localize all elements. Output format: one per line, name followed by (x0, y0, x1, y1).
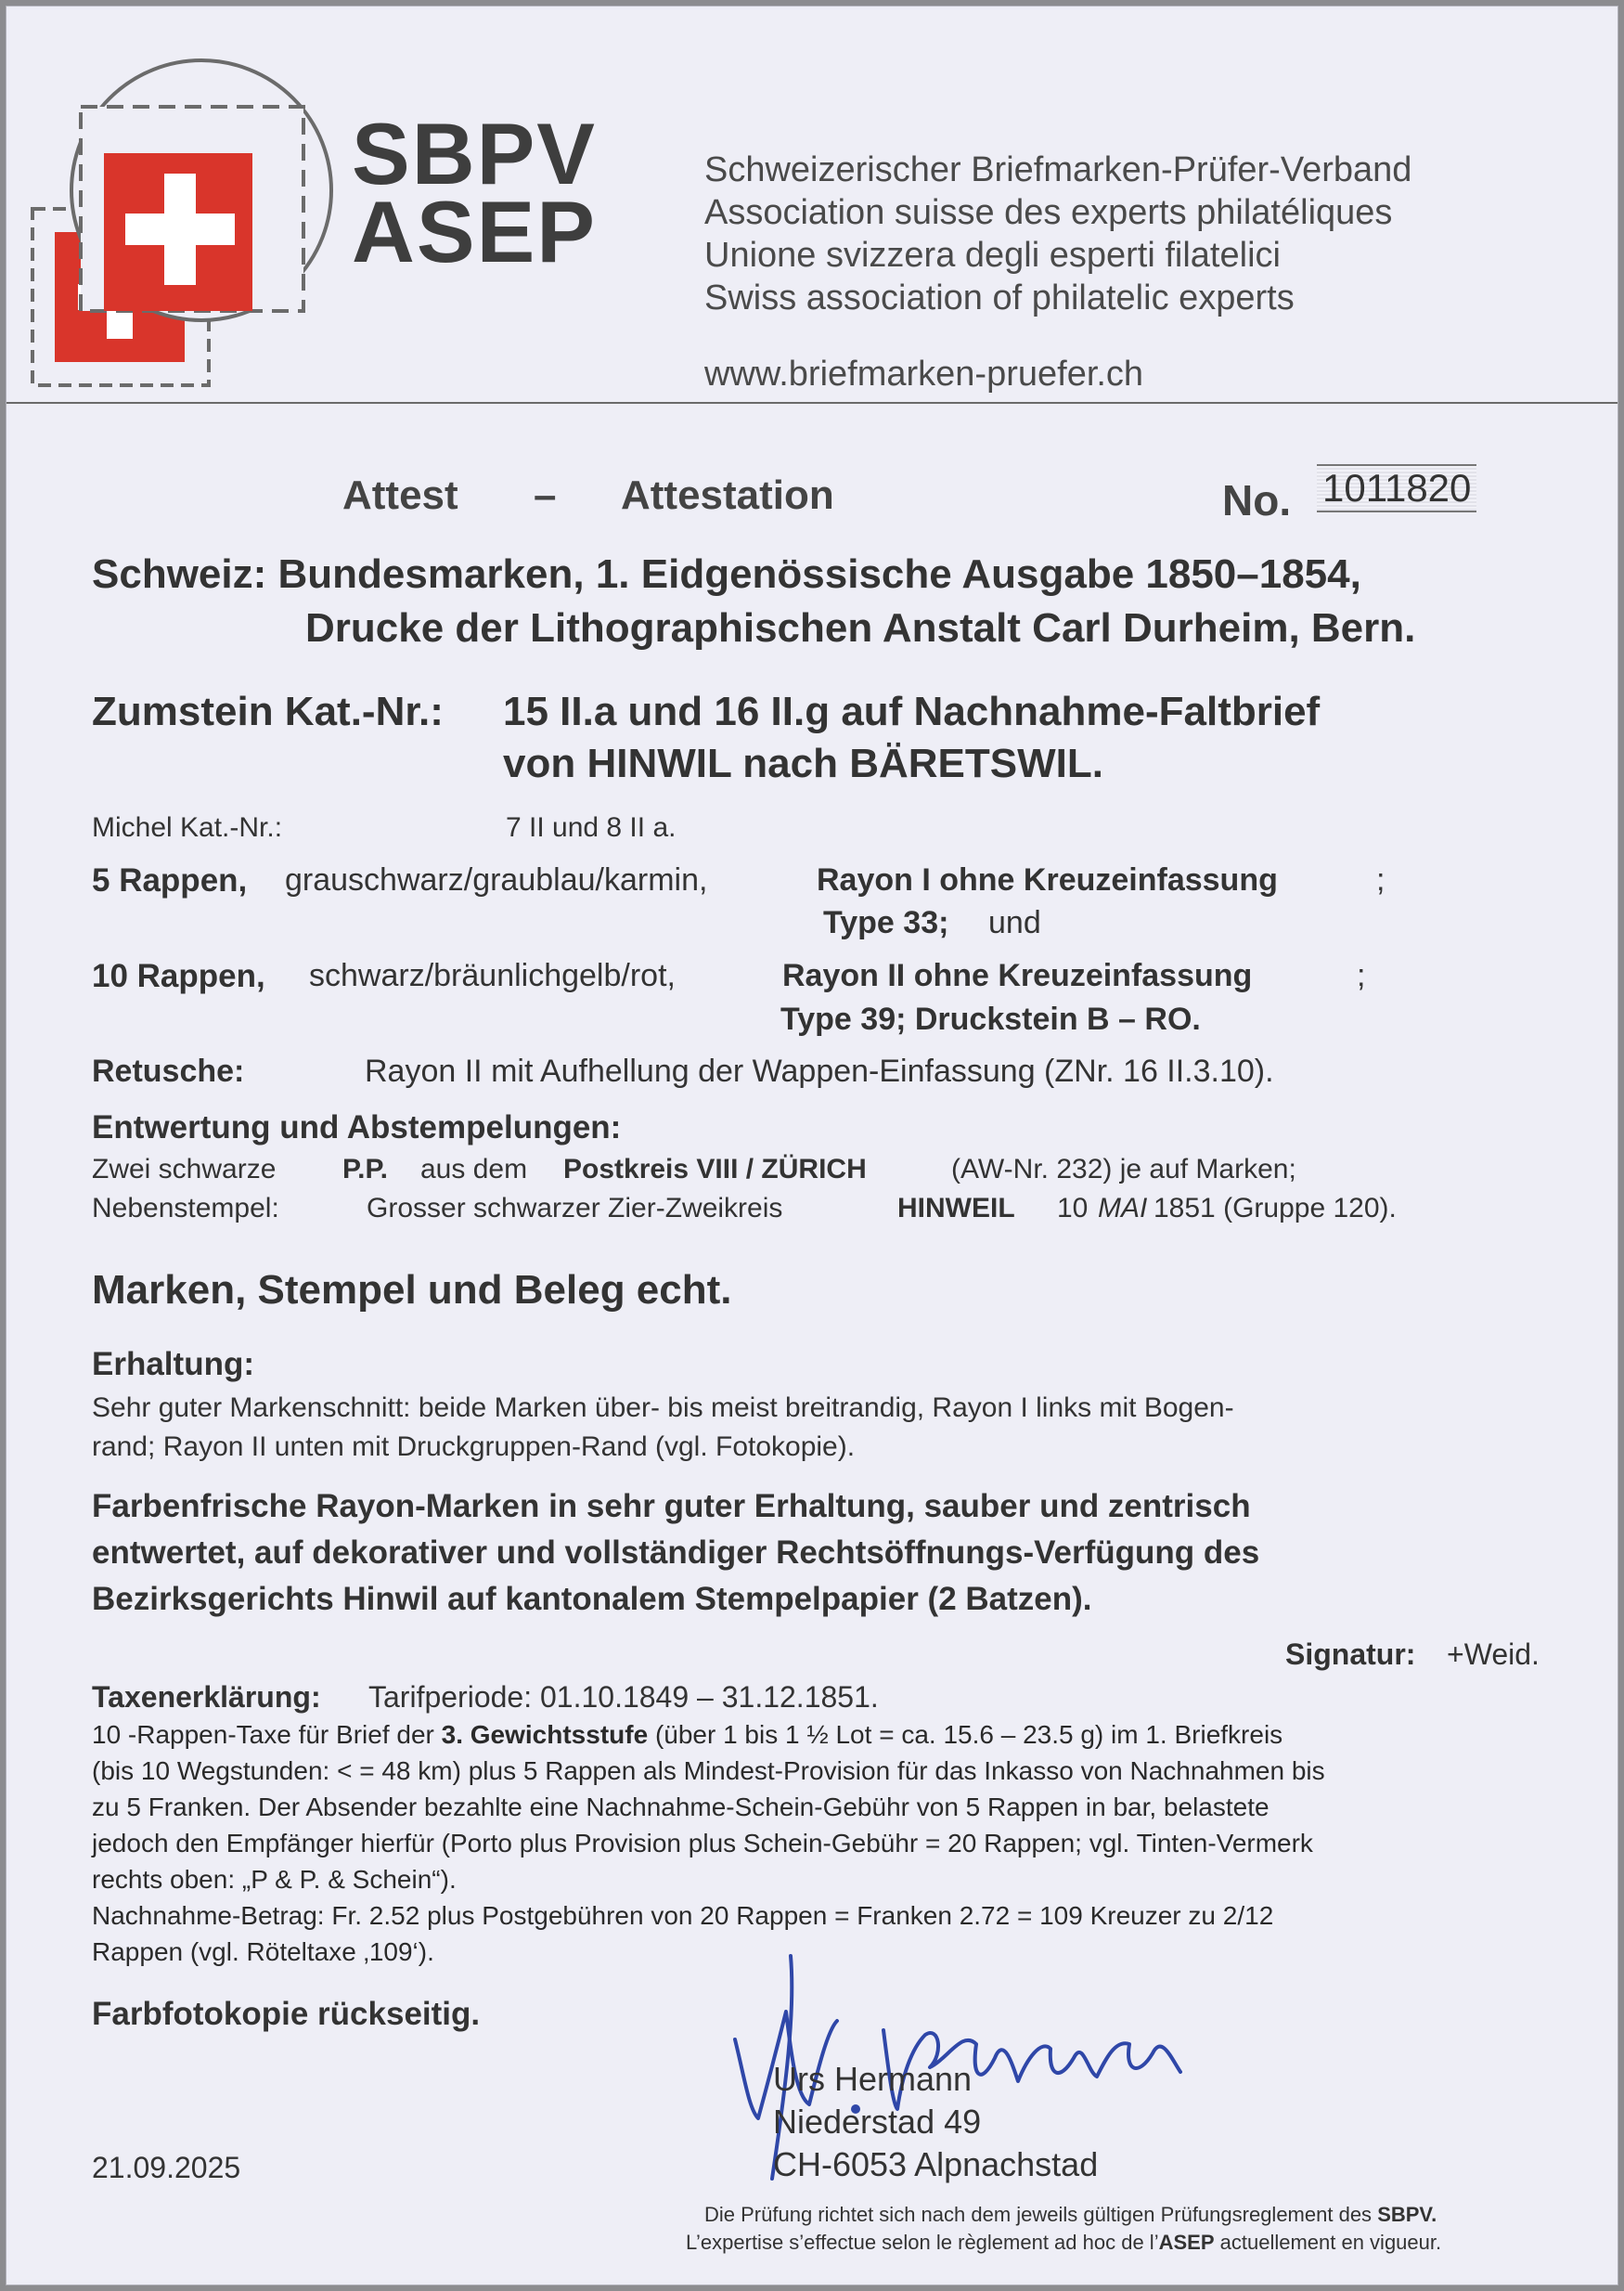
entwertung-c: aus dem (420, 1154, 528, 1184)
entwertung-a: Zwei schwarze (92, 1154, 277, 1184)
stamp2-denomination: 10 Rappen, (92, 958, 265, 994)
footer-line-2-c: actuellement en vigueur. (1219, 2231, 1442, 2254)
taxe-line-2: (bis 10 Wegstunden: < = 48 km) plus 5 Rappen als Mindest-Provision für das Inkasso von Nachnahmen bis (92, 1756, 1325, 1785)
stamp2-rayon-semicolon: ; (1357, 958, 1366, 993)
org-name-en: Swiss association of philatelic experts (704, 278, 1295, 317)
org-name-fr: Association suisse des experts philatéliques (704, 193, 1393, 232)
stamp2-colors: schwarz/bräunlichgelb/rot, (309, 958, 676, 993)
header-divider (6, 402, 1618, 404)
expert-name: Urs Hermann (773, 2060, 973, 2098)
taxe-line-1-a: 10 -Rappen-Taxe für Brief der (92, 1720, 434, 1749)
nebenstempel-town: HINWEIL (897, 1193, 1015, 1223)
footer-line-1-b: SBPV. (1377, 2203, 1437, 2226)
zumstein-value-1: 15 II.a und 16 II.g auf Nachnahme-Faltbrief (503, 689, 1321, 734)
asep-abbreviation: ASEP (352, 183, 597, 280)
entwertung-postkreis: Postkreis VIII / ZÜRICH (563, 1154, 867, 1184)
sbpv-logo-emblem (25, 51, 341, 395)
certificate-no-label: No. (1222, 476, 1292, 524)
erhaltung-bold-3: Bezirksgerichts Hinwil auf kantonalem Stempelpapier (2 Batzen). (92, 1581, 1092, 1617)
title-dash: – (534, 472, 557, 518)
taxe-period: Tarifperiode: 01.10.1849 – 31.12.1851. (368, 1680, 879, 1714)
title-attestation: Attestation (621, 472, 834, 518)
website-link[interactable]: www.briefmarken-pruefer.ch (704, 355, 1144, 394)
footer-line-1 (704, 2203, 1437, 2227)
nebenstempel-a: Grosser schwarzer Zier-Zweikreis (367, 1193, 783, 1223)
nebenstempel-day: 10 (1057, 1193, 1089, 1223)
erhaltung-line-1: Sehr guter Markenschnitt: beide Marken über- bis meist breitrandig, Rayon I links mit Bogen- (92, 1392, 1234, 1423)
entwertung-title: Entwertung und Abstempelungen: (92, 1109, 622, 1146)
issue-date: 21.09.2025 (92, 2151, 241, 2184)
fotokopie-note: Farbfotokopie rückseitig. (92, 1996, 481, 2032)
stamp1-rayon-semicolon: ; (1376, 862, 1386, 898)
zumstein-label: Zumstein Kat.-Nr.: (92, 689, 444, 734)
expert-city: CH-6053 Alpnachstad (773, 2145, 1099, 2183)
erhaltung-title: Erhaltung: (92, 1346, 254, 1382)
org-name-it: Unione svizzera degli esperti filatelici (704, 236, 1281, 275)
nebenstempel-e: 1851 (Gruppe 120). (1154, 1193, 1397, 1223)
erhaltung-bold-2: entwertet, auf dekorativer und vollständiger Rechtsöffnungs-Verfügung des (92, 1534, 1260, 1571)
stamp1-und: und (988, 905, 1041, 940)
subject-line-1: Schweiz: Bundesmarken, 1. Eidgenössische Ausgabe 1850–1854, (92, 551, 1361, 597)
taxe-line-6: Nachnahme-Betrag: Fr. 2.52 plus Postgebühren von 20 Rappen = Franken 2.72 = 109 Kreuzer zu 2/12 (92, 1901, 1274, 1930)
footer-line-2 (686, 2231, 1441, 2255)
signatur-value: +Weid. (1447, 1637, 1540, 1671)
stamp1-rayon: Rayon I ohne Kreuzeinfassung (817, 862, 1278, 898)
subject-line-2: Drucke der Lithographischen Anstalt Carl Durheim, Bern. (305, 605, 1416, 651)
footer-line-2-b: ASEP (1158, 2231, 1215, 2254)
sbpv-abbreviation: SBPV (352, 105, 597, 202)
stamp1-denomination: 5 Rappen, (92, 862, 248, 899)
taxe-label: Taxenerklärung: (92, 1680, 321, 1714)
certificate-sheet (6, 6, 1618, 2285)
nebenstempel-label: Nebenstempel: (92, 1193, 279, 1223)
taxe-line-4: jedoch den Empfänger hierfür (Porto plus Provision plus Schein-Gebühr = 20 Rappen; vgl. Tinten-Vermerk (92, 1829, 1313, 1857)
zumstein-value-2: von HINWIL nach BÄRETSWIL. (503, 741, 1103, 786)
footer-line-1-a: Die Prüfung richtet sich nach dem jeweils gültigen Prüfungsreglement des (704, 2203, 1373, 2226)
taxe-line-1 (92, 1720, 1282, 1750)
taxe-line-1-c: (über 1 bis 1 ½ Lot = ca. 15.6 – 23.5 g) im 1. Briefkreis (654, 1720, 1283, 1749)
entwertung-pp: P.P. (342, 1154, 388, 1184)
verdict: Marken, Stempel und Beleg echt. (92, 1267, 732, 1313)
entwertung-e: (AW-Nr. 232) je auf Marken; (951, 1154, 1296, 1184)
michel-value: 7 II und 8 II a. (506, 812, 677, 843)
taxe-line-5: rechts oben: „P & P. & Schein“). (92, 1865, 457, 1894)
title-attest: Attest (342, 472, 458, 518)
certificate-number: 1011820 (1317, 464, 1476, 512)
signatur-label: Signatur: (1285, 1637, 1416, 1671)
stamp2-type: Type 39; Druckstein B – RO. (780, 1002, 1201, 1037)
org-name-de: Schweizerischer Briefmarken-Prüfer-Verband (704, 150, 1412, 189)
nebenstempel-month: MAI (1098, 1193, 1148, 1223)
stamp2-rayon: Rayon II ohne Kreuzeinfassung (782, 958, 1253, 993)
erhaltung-bold-1: Farbenfrische Rayon-Marken in sehr guter Erhaltung, sauber und zentrisch (92, 1488, 1251, 1524)
taxe-line-7: Rappen (vgl. Röteltaxe ‚109‘). (92, 1937, 434, 1966)
michel-label: Michel Kat.-Nr.: (92, 812, 283, 843)
taxe-line-1-b: 3. Gewichtsstufe (441, 1720, 649, 1749)
retusche-label: Retusche: (92, 1054, 245, 1089)
stamp1-colors: grauschwarz/graublau/karmin, (285, 862, 708, 898)
stamp1-type: Type 33; (823, 905, 949, 940)
erhaltung-line-2: rand; Rayon II unten mit Druckgruppen-Rand (vgl. Fotokopie). (92, 1431, 856, 1462)
large-stamp-icon (71, 60, 331, 320)
expert-street: Niederstad 49 (773, 2103, 982, 2141)
footer-line-2-a: L’expertise s’effectue selon le règlement ad hoc de l’ (686, 2231, 1159, 2254)
retusche-value: Rayon II mit Aufhellung der Wappen-Einfassung (ZNr. 16 II.3.10). (365, 1054, 1274, 1089)
taxe-line-3: zu 5 Franken. Der Absender bezahlte eine Nachnahme-Schein-Gebühr von 5 Rappen in bar, belastete (92, 1793, 1270, 1821)
